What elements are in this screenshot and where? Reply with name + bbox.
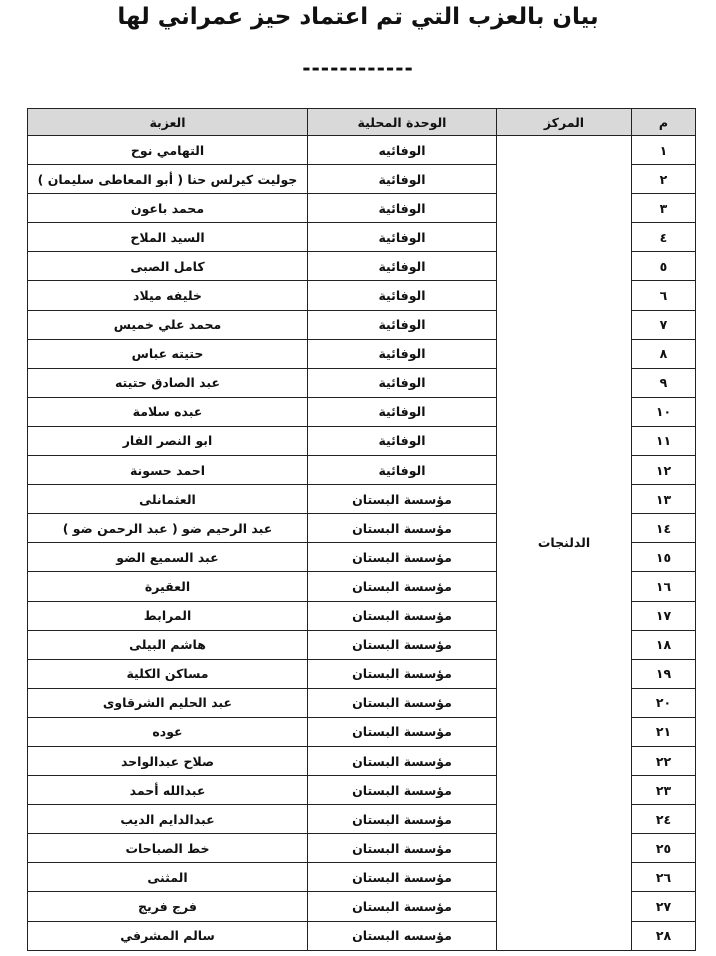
village-cell: ابو النصر الفار [28, 426, 308, 455]
village-cell: محمد باعون [28, 194, 308, 223]
village-cell: سالم المشرفي [28, 921, 308, 950]
local-unit-cell: الوفائية [308, 368, 497, 397]
village-cell: المرابط [28, 601, 308, 630]
village-cell: عبد الحليم الشرقاوى [28, 688, 308, 717]
row-number-cell: ٢٢ [632, 746, 696, 775]
village-cell: عبد الرحيم ضو ( عبد الرحمن ضو ) [28, 514, 308, 543]
row-number-cell: ٩ [632, 368, 696, 397]
village-cell: جوليت كيرلس حنا ( أبو المعاطى سليمان ) [28, 165, 308, 194]
local-unit-cell: مؤسسة البستان [308, 776, 497, 805]
row-number-cell: ١٣ [632, 485, 696, 514]
row-number-cell: ١٠ [632, 397, 696, 426]
local-unit-cell: الوفائية [308, 397, 497, 426]
row-number-cell: ٢٧ [632, 892, 696, 921]
table-row [28, 136, 696, 165]
local-unit-cell: مؤسسة البستان [308, 717, 497, 746]
row-number-cell: ١١ [632, 426, 696, 455]
row-number-cell: ٦ [632, 281, 696, 310]
row-number-cell: ١ [632, 136, 696, 165]
local-unit-cell: مؤسسة البستان [308, 659, 497, 688]
row-number-cell: ٢٨ [632, 921, 696, 950]
local-unit-cell: مؤسسة البستان [308, 630, 497, 659]
row-number-cell: ٤ [632, 223, 696, 252]
village-cell: عبد السميع الضو [28, 543, 308, 572]
header-num: م [632, 109, 696, 136]
village-cell: خليفه ميلاد [28, 281, 308, 310]
row-number-cell: ٢٥ [632, 834, 696, 863]
row-number-cell: ١٥ [632, 543, 696, 572]
local-unit-cell: الوفائية [308, 194, 497, 223]
local-unit-cell: مؤسسة البستان [308, 746, 497, 775]
row-number-cell: ١٤ [632, 514, 696, 543]
table-header-row [28, 109, 696, 136]
village-cell: التهامي نوح [28, 136, 308, 165]
local-unit-cell: مؤسسة البستان [308, 863, 497, 892]
village-cell: عبد الصادق حتيته [28, 368, 308, 397]
local-unit-cell: الوفائيه [308, 136, 497, 165]
village-cell: عبدالله أحمد [28, 776, 308, 805]
village-cell: محمد علي خميس [28, 310, 308, 339]
village-cell: صلاح عبدالواحد [28, 746, 308, 775]
row-number-cell: ٨ [632, 339, 696, 368]
local-unit-cell: الوفائية [308, 252, 497, 281]
villages-table [27, 108, 696, 951]
row-number-cell: ٢٣ [632, 776, 696, 805]
village-cell: كامل الصبى [28, 252, 308, 281]
row-number-cell: ١٢ [632, 456, 696, 485]
row-number-cell: ٢١ [632, 717, 696, 746]
local-unit-cell: الوفائية [308, 456, 497, 485]
village-cell: المثنى [28, 863, 308, 892]
local-unit-cell: مؤسسة البستان [308, 688, 497, 717]
village-cell: عبده سلامة [28, 397, 308, 426]
village-cell: هاشم البيلى [28, 630, 308, 659]
village-cell: خط الصباحات [28, 834, 308, 863]
row-number-cell: ٢٠ [632, 688, 696, 717]
village-cell: عبدالدايم الديب [28, 805, 308, 834]
row-number-cell: ١٧ [632, 601, 696, 630]
header-village: العزبة [28, 109, 308, 136]
village-cell: فرج فريج [28, 892, 308, 921]
title-separator: ------------ [302, 56, 414, 80]
row-number-cell: ١٨ [632, 630, 696, 659]
row-number-cell: ٢٦ [632, 863, 696, 892]
local-unit-cell: مؤسسة البستان [308, 543, 497, 572]
row-number-cell: ١٦ [632, 572, 696, 601]
local-unit-cell: الوفائية [308, 310, 497, 339]
village-cell: مساكن الكلية [28, 659, 308, 688]
local-unit-cell: مؤسسة البستان [308, 572, 497, 601]
local-unit-cell: مؤسسة البستان [308, 805, 497, 834]
village-cell: حتيته عباس [28, 339, 308, 368]
row-number-cell: ٣ [632, 194, 696, 223]
header-center: المركز [497, 109, 632, 136]
village-cell: العثمانلى [28, 485, 308, 514]
local-unit-cell: الوفائية [308, 165, 497, 194]
local-unit-cell: الوفائية [308, 281, 497, 310]
village-cell: العقيرة [28, 572, 308, 601]
local-unit-cell: مؤسسة البستان [308, 601, 497, 630]
row-number-cell: ١٩ [632, 659, 696, 688]
row-number-cell: ٧ [632, 310, 696, 339]
local-unit-cell: الوفائية [308, 426, 497, 455]
local-unit-cell: مؤسسة البستان [308, 892, 497, 921]
table-body [28, 136, 696, 951]
row-number-cell: ٢٤ [632, 805, 696, 834]
page-title: بيان بالعزب التي تم اعتماد حيز عمراني لها [117, 4, 599, 30]
local-unit-cell: مؤسسة البستان [308, 834, 497, 863]
local-unit-cell: مؤسسة البستان [308, 485, 497, 514]
center-cell: الدلنجات [497, 136, 632, 951]
local-unit-cell: مؤسسه البستان [308, 921, 497, 950]
local-unit-cell: الوفائية [308, 339, 497, 368]
row-number-cell: ٥ [632, 252, 696, 281]
village-cell: عوده [28, 717, 308, 746]
local-unit-cell: الوفائية [308, 223, 497, 252]
village-cell: احمد حسونة [28, 456, 308, 485]
village-cell: السيد الملاح [28, 223, 308, 252]
local-unit-cell: مؤسسة البستان [308, 514, 497, 543]
row-number-cell: ٢ [632, 165, 696, 194]
header-local-unit: الوحدة المحلية [308, 109, 497, 136]
